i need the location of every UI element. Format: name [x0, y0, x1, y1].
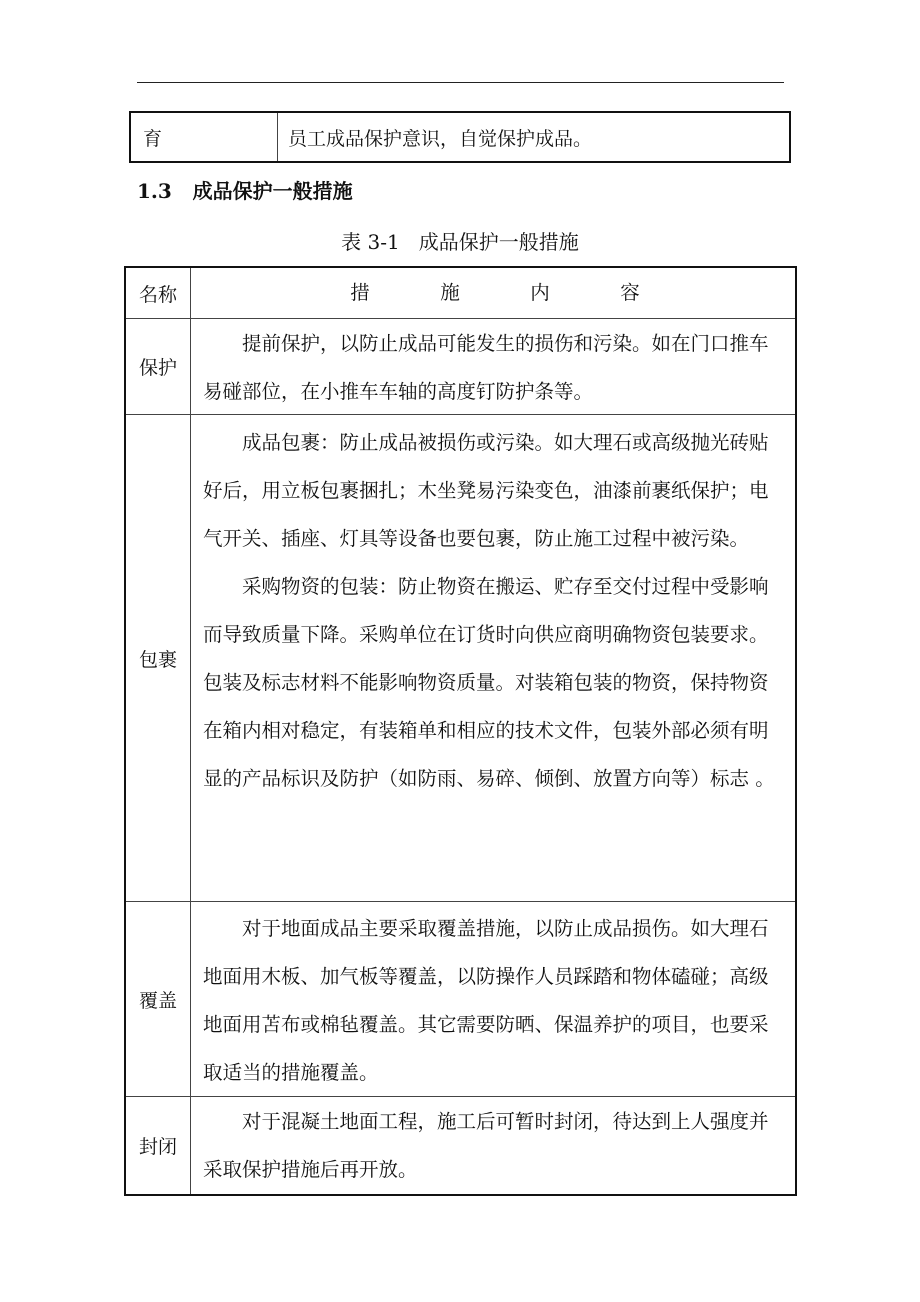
header-char: 内 — [530, 281, 550, 304]
header-name-cell: 名称 — [126, 268, 191, 318]
measures-table — [124, 266, 797, 1196]
row-paragraph: 成品包裹：防止成品被损伤或污染。如大理石或高级抛光砖贴好后，用立板包裹捆扎；木坐凳易污染变色，油漆前裹纸保护；电气开关、插座、灯具等设备也要包裹，防止施工过程中被污染。 — [203, 431, 769, 550]
header-content-cell — [191, 268, 795, 318]
row-name-cell: 包裹 — [126, 415, 191, 901]
row-content-cell — [191, 415, 795, 901]
table-row-seal — [126, 1096, 795, 1194]
header-char: 措 — [350, 281, 370, 304]
header-char: 施 — [440, 281, 460, 304]
row-paragraph: 对于地面成品主要采取覆盖措施，以防止成品损伤。如大理石地面用木板、加气板等覆盖，以防操作人员踩踏和物体磕碰；高级地面用苫布或棉毡覆盖。其它需要防晒、保温养护的项目，也要采取适当的措施覆盖。 — [203, 917, 769, 1084]
continued-table-name-cell: 育 — [131, 113, 278, 161]
table-row-cover — [126, 901, 795, 1096]
table-caption: 表 3-1 成品保护一般措施 — [341, 230, 579, 254]
row-name-cell: 保护 — [126, 319, 191, 414]
continued-table — [129, 111, 791, 163]
section-heading: 1.3 成品保护一般措施 — [137, 179, 353, 203]
table-header-row — [126, 268, 795, 318]
row-paragraph: 提前保护，以防止成品可能发生的损伤和污染。如在门口推车易碰部位，在小推车车轴的高度钉防护条等。 — [203, 332, 769, 403]
row-name-cell: 覆盖 — [126, 902, 191, 1096]
row-paragraph: 对于混凝土地面工程，施工后可暂时封闭，待达到上人强度并采取保护措施后再开放。 — [203, 1110, 769, 1181]
row-content-cell — [191, 1097, 795, 1194]
row-name-cell: 封闭 — [126, 1097, 191, 1194]
row-paragraph: 采购物资的包装：防止物资在搬运、贮存至交付过程中受影响而导致质量下降。采购单位在订货时向供应商明确物资包装要求。包装及标志材料不能影响物资质量。对装箱包装的物资，保持物资在箱内相对稳定，有装箱单和相应的技术文件，包装外部必须有明显的产品标识及防护（如防雨、易碎、倾倒、放置方向等）标志 。 — [203, 575, 775, 790]
page-header-rule — [137, 82, 784, 83]
row-content-cell — [191, 902, 795, 1096]
continued-table-content-cell: 员工成品保护意识，自觉保护成品。 — [288, 127, 593, 150]
header-char: 容 — [620, 281, 640, 304]
row-content-cell — [191, 319, 795, 414]
table-row-protect — [126, 318, 795, 414]
table-row-wrap — [126, 414, 795, 901]
